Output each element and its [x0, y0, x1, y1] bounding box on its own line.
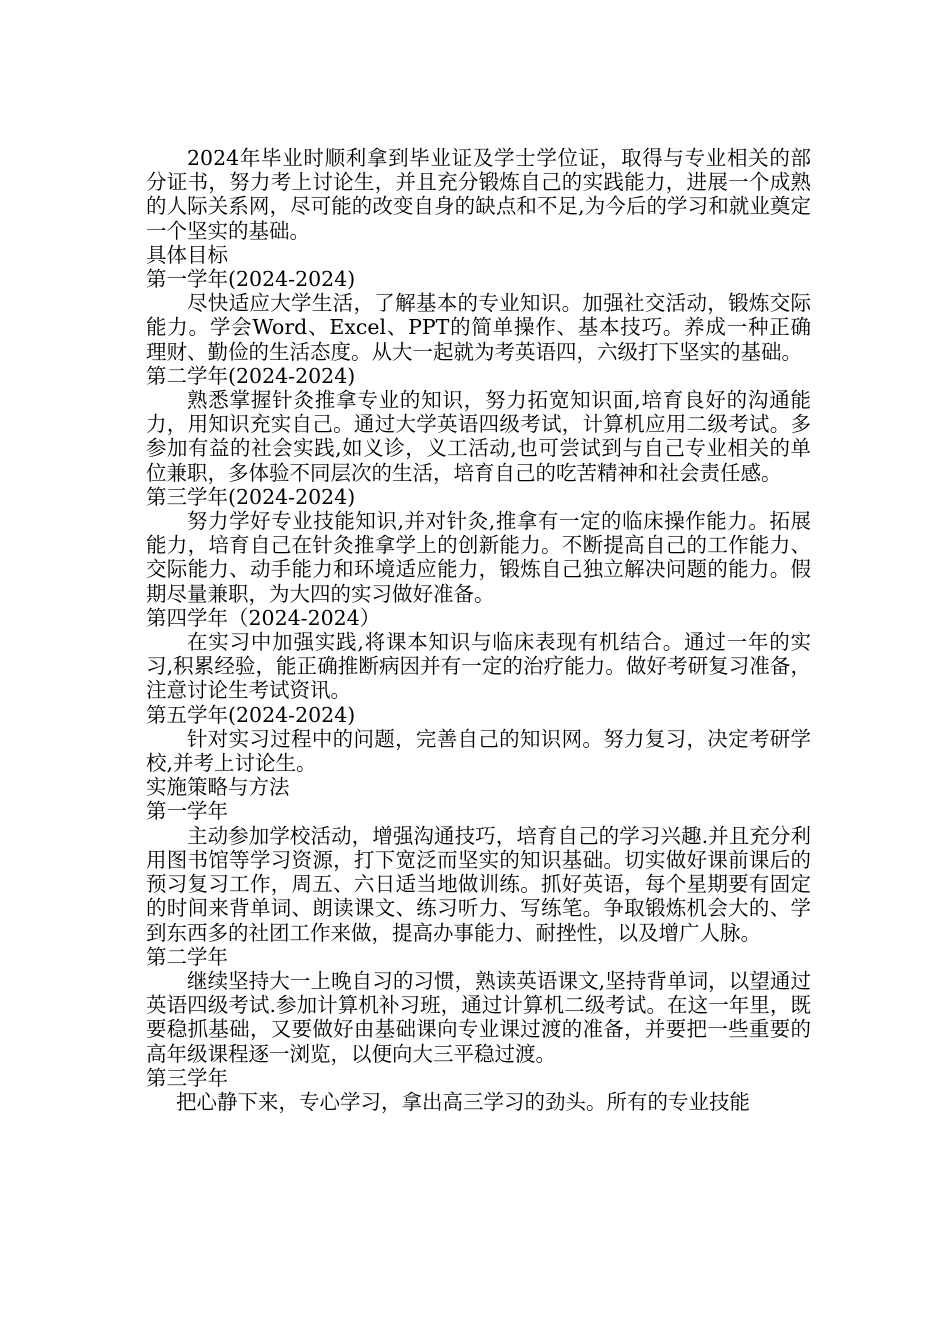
section-heading-strategies: 实施策略与方法 [146, 775, 290, 800]
strategy-year-1-paragraph: 主动参加学校活动，增强沟通技巧，培育自己的学习兴趣.并且充分利用图书馆等学习资源，打下宽泛而坚实的知识基础。切实做好课前课后的预习复习工作，周五、六日适当地做训练。抓好英语，每个星期要有固定的时间来背单词、朗读课文、练习听力、写练笔。争取锻炼机会大的、学到东西多的社团工作来做，提高办事能力、耐挫性，以及增广人脉。 [146, 823, 811, 945]
year-1-paragraph: 尽快适应大学生活，了解基本的专业知识。加强社交活动，锻炼交际能力。学会Word、Excel、PPT的简单操作、基本技巧。养成一种正确理财、勤俭的生活态度。从大一起就为考英语四，六级打下坚实的基础。 [146, 291, 811, 364]
year-heading-4: 第四学年（2024-2024） [146, 605, 381, 630]
year-5-paragraph: 针对实习过程中的问题，完善自己的知识网。努力复习，决定考研学校,并考上讨论生。 [146, 726, 811, 776]
intro-paragraph: 2024年毕业时顺利拿到毕业证及学士学位证，取得与专业相关的部分证书，努力考上讨论生，并且充分锻炼自己的实践能力，进展一个成熟的人际关系网，尽可能的改变自身的缺点和不足,为今后的学习和就业奠定一个坚实的基础。 [146, 146, 811, 243]
strategy-year-2-paragraph: 继续坚持大一上晚自习的习惯，熟读英语课文,坚持背单词，以望通过英语四级考试.参加计算机补习班，通过计算机二级考试。在这一年里，既要稳抓基础，又要做好由基础课向专业课过渡的准备，并要把一些重要的高年级课程逐一浏览，以便向大三平稳过渡。 [146, 968, 811, 1066]
year-heading-2: 第二学年(2024-2024) [146, 363, 356, 388]
document-body [146, 146, 811, 1114]
year-3-paragraph: 努力学好专业技能知识,并对针灸,推拿有一定的临床操作能力。拓展能力，培育自己在针灸推拿学上的创新能力。不断提高自己的工作能力、交际能力、动手能力和环境适应能力，锻炼自己独立解决问题的能力。假期尽量兼职，为大四的实习做好准备。 [146, 509, 811, 606]
year-4-paragraph: 在实习中加强实践,将课本知识与临床表现有机结合。通过一年的实习,积累经验，能正确推断病因并有一定的治疗能力。做好考研复习准备，注意讨论生考试资讯。 [146, 630, 811, 703]
year-heading-3: 第三学年(2024-2024) [146, 484, 356, 509]
year-2-paragraph: 熟悉掌握针灸推拿专业的知识，努力拓宽知识面,培育良好的沟通能力，用知识充实自己。通过大学英语四级考试，计算机应用二级考试。多参加有益的社会实践,如义诊，义工活动,也可尝试到与自己专业相关的单位兼职，多体验不同层次的生活，培育自己的吃苦精神和社会责任感。 [146, 388, 811, 485]
strategy-year-3-paragraph: 把心静下来，专心学习，拿出高三学习的劲头。所有的专业技能 [176, 1089, 750, 1114]
strategy-heading-year-1: 第一学年 [146, 799, 228, 824]
strategy-heading-year-3: 第三学年 [146, 1065, 228, 1090]
year-heading-5: 第五学年(2024-2024) [146, 702, 356, 727]
year-heading-1: 第一学年(2024-2024) [146, 267, 356, 292]
section-heading-goals: 具体目标 [146, 242, 228, 267]
strategy-heading-year-2: 第二学年 [146, 944, 228, 969]
